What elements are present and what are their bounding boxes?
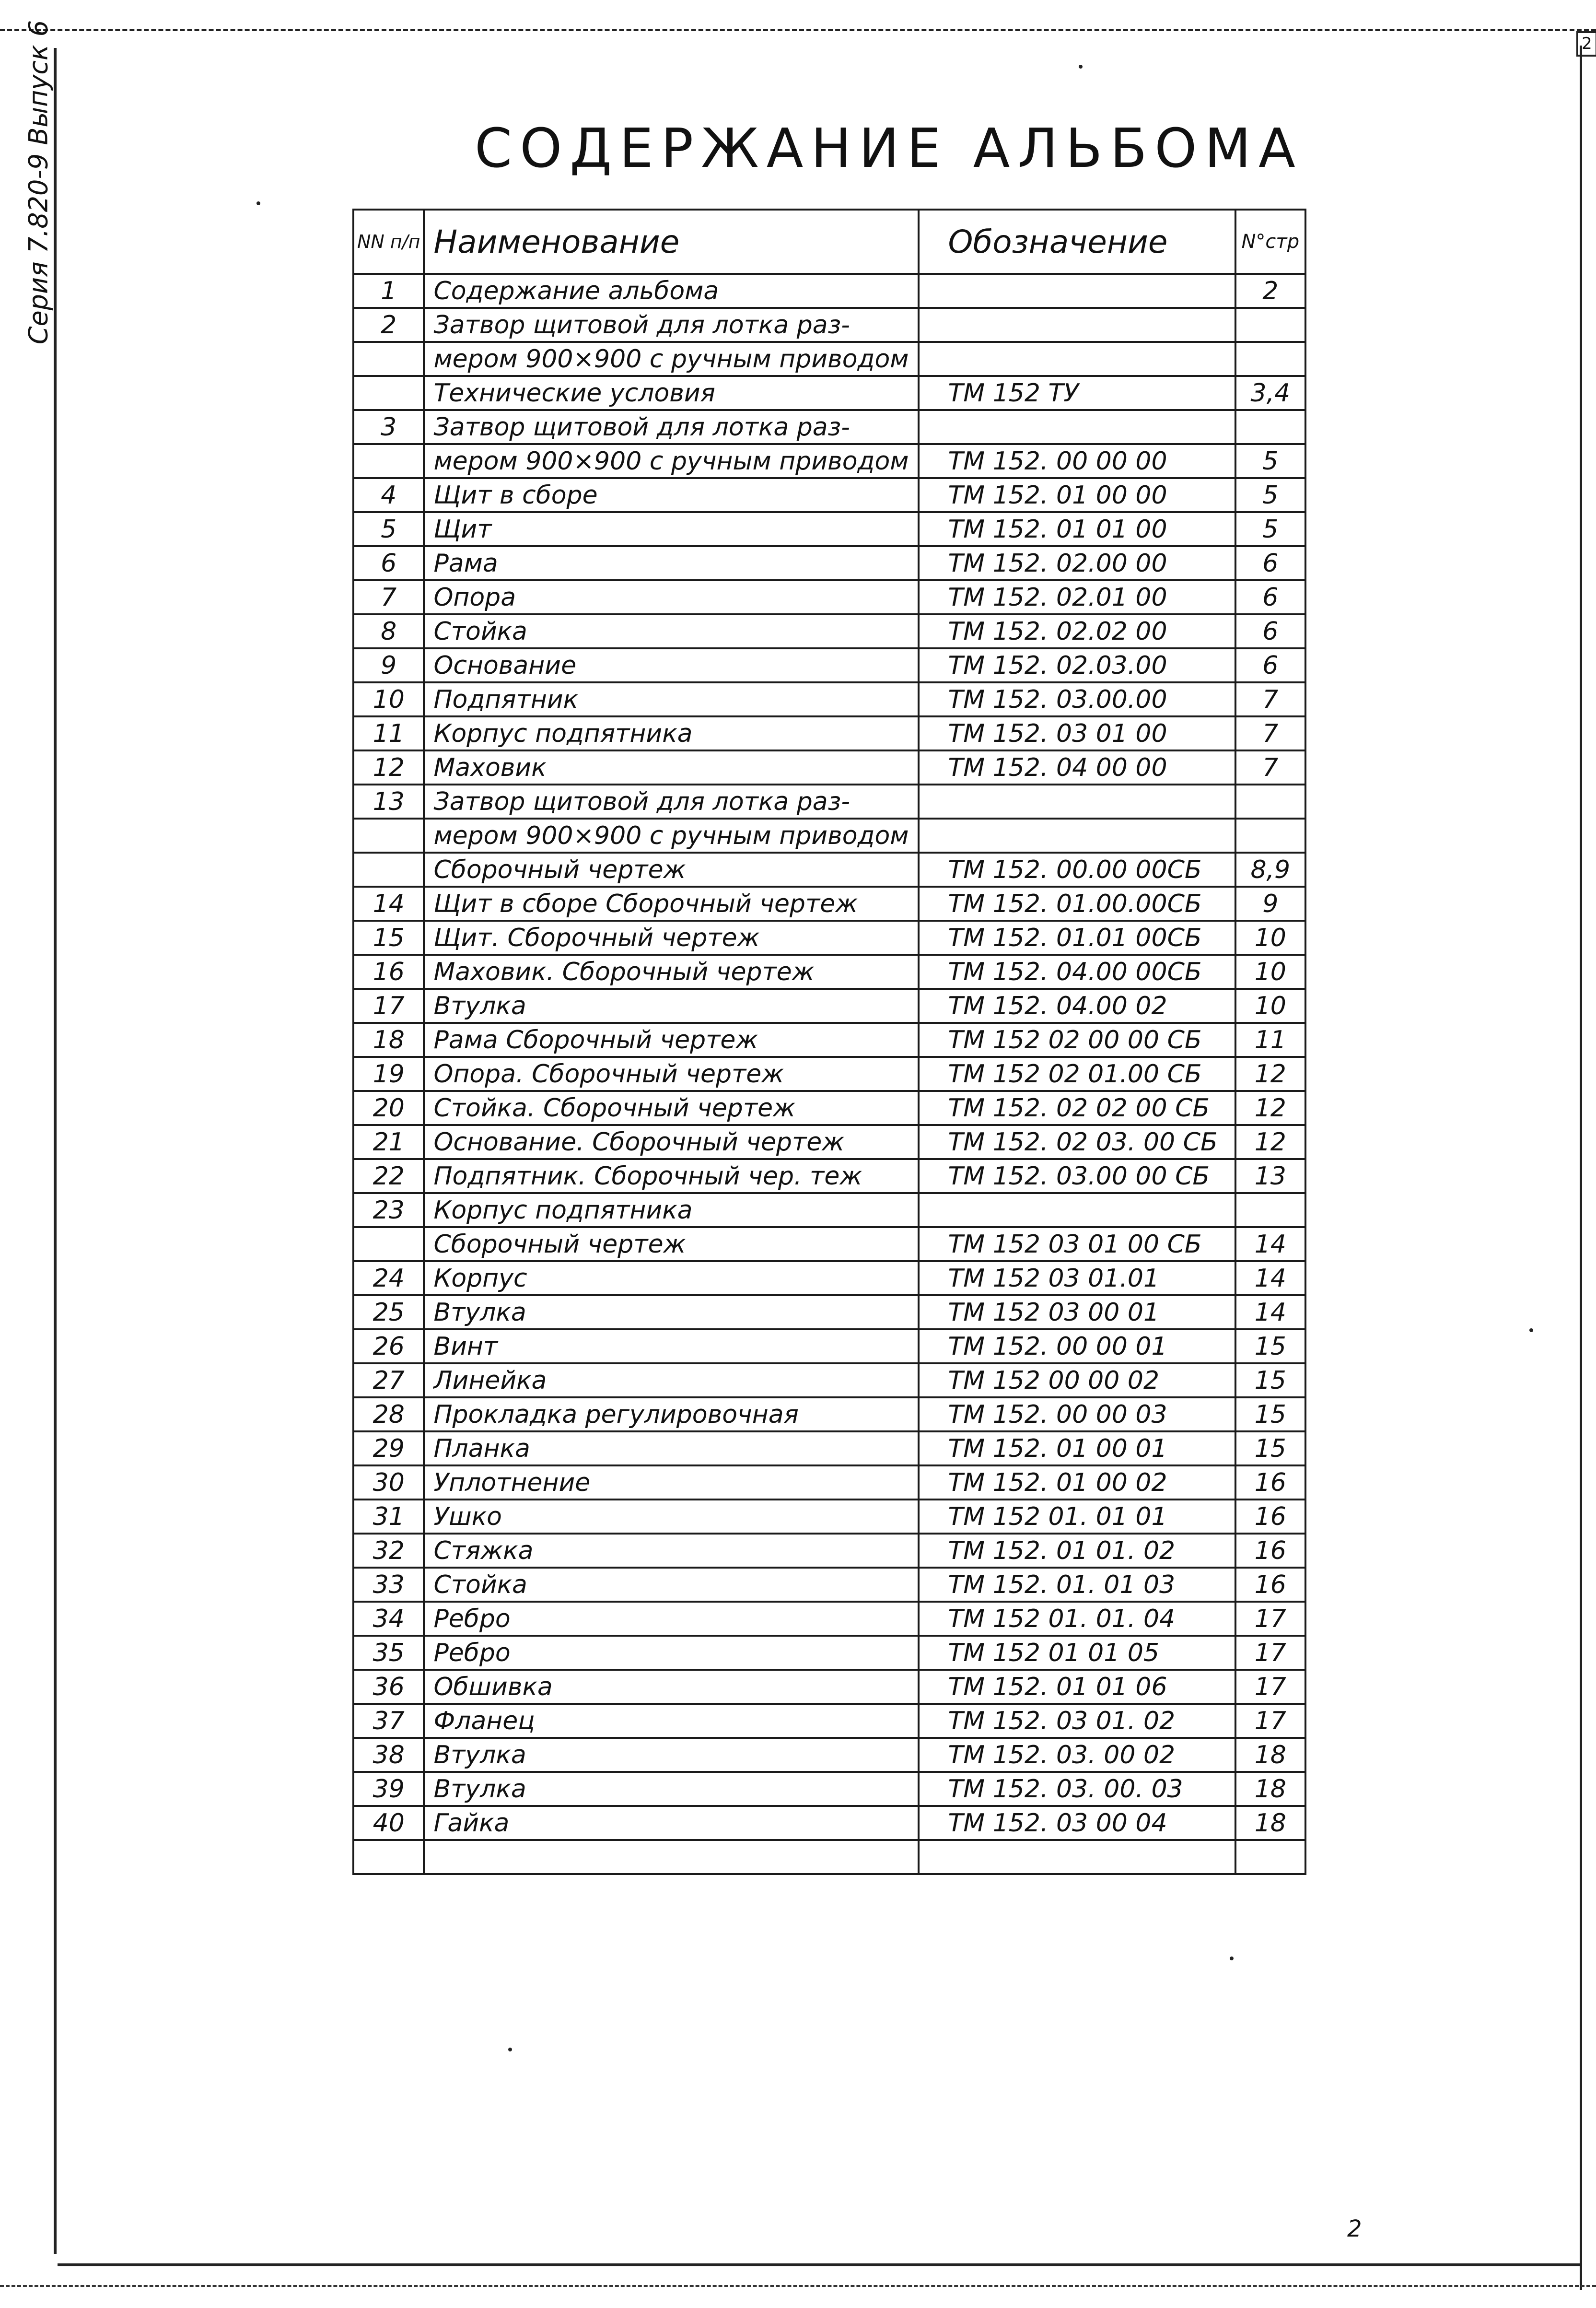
row-page: 5: [1235, 512, 1305, 546]
row-code: ТМ 152. 01 00 01: [919, 1431, 1235, 1465]
row-code: ТМ 152. 04.00 02: [919, 989, 1235, 1023]
row-num: 21: [353, 1125, 424, 1159]
table-row: [353, 1261, 1305, 1295]
header-num: NN п/п: [353, 210, 424, 274]
corner-mark: 2: [1582, 34, 1592, 53]
frame-bottom-border: [58, 2263, 1582, 2266]
row-code: ТМ 152. 02.02 00: [919, 614, 1235, 648]
row-name: Рама Сборочный чертеж: [424, 1023, 918, 1057]
contents-table: [352, 209, 1306, 1875]
row-num: 24: [353, 1261, 424, 1295]
table-row: [353, 342, 1305, 376]
row-code: [919, 342, 1235, 376]
row-page: 9: [1235, 887, 1305, 921]
corner-sheet-box: [1576, 31, 1596, 57]
row-code: ТМ 152. 03.00.00: [919, 682, 1235, 716]
row-num: 36: [353, 1670, 424, 1704]
row-num: 8: [353, 614, 424, 648]
row-page: 16: [1235, 1568, 1305, 1602]
row-name: Рама: [424, 546, 918, 580]
table-row: [353, 1840, 1305, 1874]
row-name: Ребро: [424, 1636, 918, 1670]
table-row: [353, 546, 1305, 580]
table-row: [353, 478, 1305, 512]
row-code: ТМ 152. 00 00 00: [919, 444, 1235, 478]
table-row: [353, 1057, 1305, 1091]
row-code: ТМ 152 03 00 01: [919, 1295, 1235, 1329]
row-code: ТМ 152 01 01 05: [919, 1636, 1235, 1670]
table-row: [353, 1431, 1305, 1465]
table-row: [353, 1738, 1305, 1772]
row-page: 6: [1235, 648, 1305, 682]
row-num: 9: [353, 648, 424, 682]
row-num: 11: [353, 716, 424, 750]
frame-right-border: [1580, 46, 1582, 2290]
row-page: 7: [1235, 716, 1305, 750]
row-page: 2: [1235, 274, 1305, 308]
table-row: [353, 1704, 1305, 1738]
table-row: [353, 444, 1305, 478]
row-name: Опора. Сборочный чертеж: [424, 1057, 918, 1091]
table-body: [353, 274, 1305, 1874]
page-number: 2: [1347, 2215, 1362, 2242]
row-code: ТМ 152. 03 01 00: [919, 716, 1235, 750]
row-num: 40: [353, 1806, 424, 1840]
row-name: Гайка: [424, 1806, 918, 1840]
table-row: [353, 1772, 1305, 1806]
table-row: [353, 1363, 1305, 1397]
scan-speck: [1079, 65, 1083, 69]
table-row: [353, 1159, 1305, 1193]
row-num: 3: [353, 410, 424, 444]
row-code: ТМ 152 00 00 02: [919, 1363, 1235, 1397]
row-page: 14: [1235, 1227, 1305, 1261]
table-row: [353, 274, 1305, 308]
row-code: ТМ 152. 04.00 00СБ: [919, 955, 1235, 989]
row-code: ТМ 152. 01.00.00СБ: [919, 887, 1235, 921]
row-num: 15: [353, 921, 424, 955]
row-num: [353, 342, 424, 376]
row-code: ТМ 152. 01. 01 03: [919, 1568, 1235, 1602]
row-num: 26: [353, 1329, 424, 1363]
row-page: 6: [1235, 546, 1305, 580]
row-name: Фланец: [424, 1704, 918, 1738]
row-page: [1235, 1840, 1305, 1874]
row-page: [1235, 410, 1305, 444]
row-num: 6: [353, 546, 424, 580]
header-page: N°стр: [1235, 210, 1305, 274]
row-num: 2: [353, 308, 424, 342]
row-page: 7: [1235, 682, 1305, 716]
row-name: Щит в сборе Сборочный чертеж: [424, 887, 918, 921]
row-page: [1235, 1193, 1305, 1227]
table-row: [353, 750, 1305, 785]
row-num: 16: [353, 955, 424, 989]
row-code: ТМ 152. 01 01 06: [919, 1670, 1235, 1704]
row-page: 10: [1235, 955, 1305, 989]
row-code: ТМ 152. 02 03. 00 СБ: [919, 1125, 1235, 1159]
row-num: 14: [353, 887, 424, 921]
row-num: 34: [353, 1602, 424, 1636]
row-num: 18: [353, 1023, 424, 1057]
table-row: [353, 955, 1305, 989]
row-page: 15: [1235, 1329, 1305, 1363]
row-page: 17: [1235, 1704, 1305, 1738]
row-page: 11: [1235, 1023, 1305, 1057]
row-name: Затвор щитовой для лотка раз-: [424, 785, 918, 819]
table-row: [353, 989, 1305, 1023]
row-num: [353, 819, 424, 853]
row-page: 10: [1235, 989, 1305, 1023]
row-code: ТМ 152. 00.00 00СБ: [919, 853, 1235, 887]
row-code: ТМ 152 03 01.01: [919, 1261, 1235, 1295]
row-num: [353, 1227, 424, 1261]
row-code: ТМ 152. 02.01 00: [919, 580, 1235, 614]
row-code: ТМ 152. 02.00 00: [919, 546, 1235, 580]
row-name: Щит в сборе: [424, 478, 918, 512]
table-row: [353, 1602, 1305, 1636]
row-name: Втулка: [424, 1295, 918, 1329]
row-name: Сборочный чертеж: [424, 1227, 918, 1261]
row-code: ТМ 152. 01 01. 02: [919, 1534, 1235, 1568]
row-num: 39: [353, 1772, 424, 1806]
table-row: [353, 1670, 1305, 1704]
row-page: 5: [1235, 444, 1305, 478]
row-page: [1235, 785, 1305, 819]
series-side-label: Серия 7.820-9 Выпуск 6: [23, 20, 54, 345]
row-name: Линейка: [424, 1363, 918, 1397]
row-code: [919, 274, 1235, 308]
row-num: 33: [353, 1568, 424, 1602]
row-num: 19: [353, 1057, 424, 1091]
row-code: ТМ 152 01. 01 01: [919, 1500, 1235, 1534]
row-page: 15: [1235, 1397, 1305, 1431]
table-row: [353, 682, 1305, 716]
table-row: [353, 1193, 1305, 1227]
table-row: [353, 1636, 1305, 1670]
header-name: Наименование: [424, 210, 918, 274]
scan-speck: [1230, 1957, 1234, 1960]
row-code: ТМ 152. 03 01. 02: [919, 1704, 1235, 1738]
row-page: 6: [1235, 614, 1305, 648]
row-page: 14: [1235, 1295, 1305, 1329]
row-page: 12: [1235, 1091, 1305, 1125]
row-num: 25: [353, 1295, 424, 1329]
row-code: [919, 1193, 1235, 1227]
row-code: [919, 785, 1235, 819]
table-row: [353, 308, 1305, 342]
row-page: 18: [1235, 1772, 1305, 1806]
row-name: Подпятник. Сборочный чер. теж: [424, 1159, 918, 1193]
row-code: ТМ 152. 04 00 00: [919, 750, 1235, 785]
table-row: [353, 1465, 1305, 1500]
table-row: [353, 376, 1305, 410]
row-num: 22: [353, 1159, 424, 1193]
row-name: Уплотнение: [424, 1465, 918, 1500]
row-page: 13: [1235, 1159, 1305, 1193]
row-page: 15: [1235, 1363, 1305, 1397]
table-row: [353, 648, 1305, 682]
frame-top-dashed: [0, 29, 1596, 31]
row-num: 5: [353, 512, 424, 546]
table-row: [353, 580, 1305, 614]
row-num: 32: [353, 1534, 424, 1568]
table-row: [353, 921, 1305, 955]
table-header-row: [353, 210, 1305, 274]
row-code: ТМ 152. 01 01 00: [919, 512, 1235, 546]
row-code: ТМ 152 02 01.00 СБ: [919, 1057, 1235, 1091]
table-row: [353, 1091, 1305, 1125]
row-num: [353, 376, 424, 410]
table-row: [353, 614, 1305, 648]
row-name: Щит: [424, 512, 918, 546]
table-row: [353, 853, 1305, 887]
row-code: [919, 410, 1235, 444]
row-name: Стойка: [424, 614, 918, 648]
row-name: Стойка. Сборочный чертеж: [424, 1091, 918, 1125]
row-num: 10: [353, 682, 424, 716]
row-code: ТМ 152. 03.00 00 СБ: [919, 1159, 1235, 1193]
row-page: 6: [1235, 580, 1305, 614]
row-page: 17: [1235, 1636, 1305, 1670]
row-code: ТМ 152. 02.03.00: [919, 648, 1235, 682]
row-name: Ребро: [424, 1602, 918, 1636]
row-page: 3,4: [1235, 376, 1305, 410]
row-name: мером 900×900 с ручным приводом: [424, 342, 918, 376]
row-name: Втулка: [424, 1738, 918, 1772]
row-name: мером 900×900 с ручным приводом: [424, 819, 918, 853]
row-num: 23: [353, 1193, 424, 1227]
row-name: Затвор щитовой для лотка раз-: [424, 410, 918, 444]
row-name: Обшивка: [424, 1670, 918, 1704]
row-code: ТМ 152. 03. 00 02: [919, 1738, 1235, 1772]
row-num: 30: [353, 1465, 424, 1500]
row-num: [353, 444, 424, 478]
row-name: [424, 1840, 918, 1874]
row-page: 18: [1235, 1738, 1305, 1772]
row-page: 16: [1235, 1500, 1305, 1534]
row-code: ТМ 152 01. 01. 04: [919, 1602, 1235, 1636]
row-page: 17: [1235, 1670, 1305, 1704]
row-name: Маховик. Сборочный чертеж: [424, 955, 918, 989]
row-name: Корпус: [424, 1261, 918, 1295]
row-name: Прокладка регулировочная: [424, 1397, 918, 1431]
row-name: Щит. Сборочный чертеж: [424, 921, 918, 955]
row-num: 20: [353, 1091, 424, 1125]
row-page: [1235, 819, 1305, 853]
row-page: 14: [1235, 1261, 1305, 1295]
row-code: ТМ 152. 01.01 00СБ: [919, 921, 1235, 955]
row-name: Втулка: [424, 1772, 918, 1806]
row-num: 4: [353, 478, 424, 512]
row-page: [1235, 342, 1305, 376]
row-num: 29: [353, 1431, 424, 1465]
row-page: [1235, 308, 1305, 342]
row-code: ТМ 152. 01 00 00: [919, 478, 1235, 512]
table-row: [353, 410, 1305, 444]
row-page: 16: [1235, 1465, 1305, 1500]
row-page: 7: [1235, 750, 1305, 785]
page-title: СОДЕРЖАНИЕ АЛЬБОМА: [475, 117, 1303, 180]
table-row: [353, 1023, 1305, 1057]
row-name: Втулка: [424, 989, 918, 1023]
scan-speck: [256, 201, 260, 205]
row-name: Основание: [424, 648, 918, 682]
row-name: Опора: [424, 580, 918, 614]
row-code: [919, 308, 1235, 342]
row-num: 12: [353, 750, 424, 785]
row-page: 12: [1235, 1125, 1305, 1159]
row-code: [919, 819, 1235, 853]
table-row: [353, 716, 1305, 750]
table-row: [353, 1125, 1305, 1159]
table-row: [353, 785, 1305, 819]
row-num: 13: [353, 785, 424, 819]
row-name: мером 900×900 с ручным приводом: [424, 444, 918, 478]
row-num: 1: [353, 274, 424, 308]
row-code: ТМ 152 ТУ: [919, 376, 1235, 410]
row-code: ТМ 152. 03. 00. 03: [919, 1772, 1235, 1806]
header-code: Обозначение: [919, 210, 1235, 274]
row-code: ТМ 152. 01 00 02: [919, 1465, 1235, 1500]
row-num: 28: [353, 1397, 424, 1431]
table-row: [353, 1534, 1305, 1568]
row-name: Сборочный чертеж: [424, 853, 918, 887]
row-code: ТМ 152 03 01 00 СБ: [919, 1227, 1235, 1261]
table-row: [353, 1329, 1305, 1363]
table-row: [353, 819, 1305, 853]
row-num: [353, 853, 424, 887]
scan-speck: [508, 2048, 512, 2051]
row-page: 17: [1235, 1602, 1305, 1636]
table-row: [353, 1500, 1305, 1534]
row-num: [353, 1840, 424, 1874]
table-row: [353, 1397, 1305, 1431]
table-row: [353, 1227, 1305, 1261]
row-page: 18: [1235, 1806, 1305, 1840]
row-num: 35: [353, 1636, 424, 1670]
row-page: 8,9: [1235, 853, 1305, 887]
row-page: 12: [1235, 1057, 1305, 1091]
row-num: 37: [353, 1704, 424, 1738]
row-name: Содержание альбома: [424, 274, 918, 308]
row-num: 27: [353, 1363, 424, 1397]
row-name: Основание. Сборочный чертеж: [424, 1125, 918, 1159]
row-num: 7: [353, 580, 424, 614]
row-page: 5: [1235, 478, 1305, 512]
table-row: [353, 512, 1305, 546]
frame-bottom-dashed: [0, 2285, 1596, 2287]
row-num: 17: [353, 989, 424, 1023]
row-name: Винт: [424, 1329, 918, 1363]
row-name: Затвор щитовой для лотка раз-: [424, 308, 918, 342]
row-name: Технические условия: [424, 376, 918, 410]
row-code: [919, 1840, 1235, 1874]
row-name: Стойка: [424, 1568, 918, 1602]
row-num: 38: [353, 1738, 424, 1772]
table-row: [353, 1568, 1305, 1602]
scan-speck: [1529, 1328, 1533, 1332]
table-row: [353, 1806, 1305, 1840]
row-code: ТМ 152. 00 00 03: [919, 1397, 1235, 1431]
row-page: 10: [1235, 921, 1305, 955]
row-name: Планка: [424, 1431, 918, 1465]
row-name: Стяжка: [424, 1534, 918, 1568]
row-name: Подпятник: [424, 682, 918, 716]
row-name: Маховик: [424, 750, 918, 785]
table-row: [353, 887, 1305, 921]
row-name: Корпус подпятника: [424, 716, 918, 750]
row-code: ТМ 152. 02 02 00 СБ: [919, 1091, 1235, 1125]
row-page: 15: [1235, 1431, 1305, 1465]
row-code: ТМ 152 02 00 00 СБ: [919, 1023, 1235, 1057]
row-code: ТМ 152. 03 00 04: [919, 1806, 1235, 1840]
table-row: [353, 1295, 1305, 1329]
row-name: Ушко: [424, 1500, 918, 1534]
frame-left-border: [54, 48, 57, 2254]
row-num: 31: [353, 1500, 424, 1534]
row-page: 16: [1235, 1534, 1305, 1568]
row-code: ТМ 152. 00 00 01: [919, 1329, 1235, 1363]
row-name: Корпус подпятника: [424, 1193, 918, 1227]
